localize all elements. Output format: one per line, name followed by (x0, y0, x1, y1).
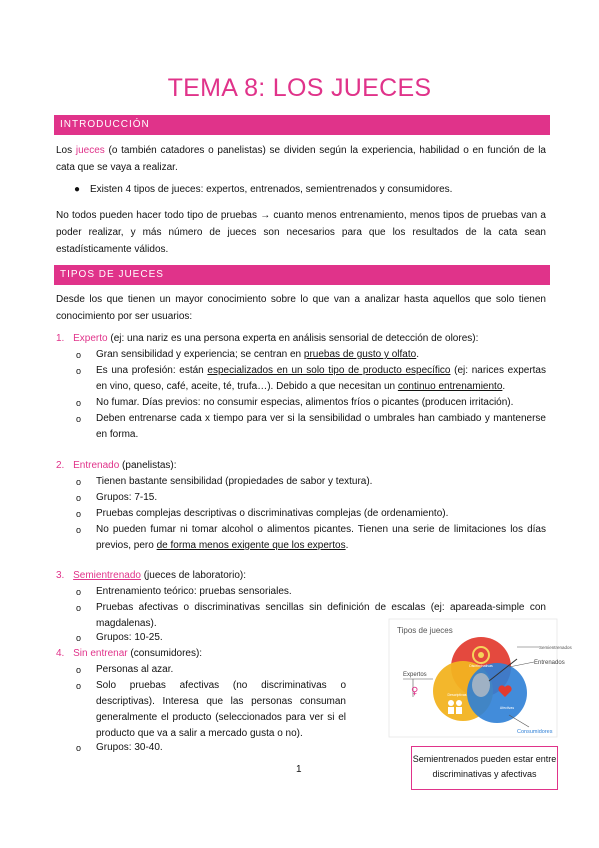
sub-text-post: . (416, 349, 419, 360)
tipo-number: 4. (56, 648, 65, 659)
tipo-desc: (panelistas): (119, 460, 177, 471)
tipo-desc: (ej: una nariz es una persona experta en análisis sensorial de detección de olores): (107, 333, 479, 344)
tipo-heading-semientrenado (56, 568, 546, 584)
sub-text: Personas al azar. (96, 664, 174, 675)
semientrenado-sub-1 (76, 584, 546, 600)
figure-label-afectivas: Afectivas (499, 706, 515, 710)
circle-bullet-icon: o (76, 398, 82, 408)
tipo-number: 3. (56, 570, 65, 581)
tipo-name: Semientrenado (73, 570, 141, 581)
tipo-name: Sin entrenar (73, 648, 128, 659)
circle-bullet-icon: o (76, 633, 82, 643)
page-number: 1 (296, 764, 302, 775)
circle-bullet-icon: o (76, 665, 82, 675)
circle-bullet-icon: o (76, 366, 82, 376)
sub-text: Grupos: 30-40. (96, 742, 163, 753)
sin-entrenar-sub-2 (76, 678, 346, 742)
intro-p1-rest: (o también catadores o panelistas) se dividen según la experiencia, habilidad o en función de la cata que se vaya a realizar. (56, 145, 546, 173)
sub-underline: de forma menos exigente que los expertos (156, 540, 346, 551)
experto-sub-4 (76, 411, 546, 443)
circle-bullet-icon: o (76, 681, 82, 691)
expert-person-icon: ♀ (411, 686, 419, 697)
intro-paragraph-2: No todos pueden hacer todo tipo de pruebas → cuanto menos entrenamiento, menos tipos de pruebas van a poder realizar, y más número de jueces son necesarios para que los resultados de la cata sean estadísticamente válidos. (56, 210, 546, 255)
sub-underline-2: continuo entrenamiento (397, 381, 503, 392)
callout-note: Semientrenados pueden estar entre discriminativas y afectivas (411, 746, 558, 790)
circle-bullet-icon: o (76, 493, 82, 503)
figure-label-semientrenados: Semientrenados (539, 645, 572, 650)
sub-text: Grupos: 7-15. (96, 492, 158, 503)
tipo-name: Entrenado (73, 460, 120, 471)
circle-bullet-icon: o (76, 743, 82, 753)
semientrenado-sub-3 (76, 630, 376, 646)
section-header-introduccion: INTRODUCCIÓN (54, 115, 550, 135)
sub-underline: pruebas de gusto y olfato (303, 349, 417, 360)
entrenado-sub-4 (76, 522, 546, 554)
tipo-number: 2. (56, 460, 65, 471)
sub-text-post: (ej: narices expertas en vino, queso, café, aceite, té, trufa…). Debido a que necesitan un (96, 365, 546, 392)
sub-text: Es una profesión: están (96, 365, 208, 376)
section-header-tipos: TIPOS DE JUECES (54, 265, 550, 285)
venn-center (472, 673, 490, 697)
circle-bullet-icon: o (76, 509, 82, 519)
sub-text: Entrenamiento teórico: pruebas sensoriales. (96, 586, 292, 597)
entrenado-sub-2 (76, 490, 546, 506)
experto-sub-1 (76, 347, 546, 363)
sub-text: Gran sensibilidad y experiencia; se centran en (96, 349, 304, 360)
people-icon (448, 700, 454, 706)
intro-bullet (74, 182, 544, 198)
tipo-heading-experto (56, 331, 546, 347)
tipos-jueces-figure (389, 619, 572, 737)
circle-bullet-icon: o (76, 587, 82, 597)
sub-underline: especializados en un solo tipo de producto específico (207, 365, 451, 376)
tipo-heading-entrenado (56, 458, 546, 474)
tipo-desc: (consumidores): (127, 648, 203, 659)
sub-text-post-2: . (502, 381, 506, 392)
intro-paragraph-1 (56, 142, 546, 176)
experto-sub-3 (76, 395, 546, 411)
sub-text: Deben entrenarse cada x tiempo para ver si la sensibilidad o umbrales han cambiado y mantenerse en forma. (96, 413, 546, 440)
experto-sub-2 (76, 363, 546, 395)
sub-text: Solo pruebas afectivas (no discriminativas o descriptivas). Interesa que las personas consuman generalmente el producto (seleccionados para ver si el producto que va a salir a mercado gusta o no). (96, 680, 346, 739)
sub-text: Tienen bastante sensibilidad (propiedades de sabor y textura). (96, 476, 373, 487)
figure-label-descriptivas: Descriptivas (447, 693, 467, 697)
figure-label-consumidores: Consumidores (517, 729, 553, 735)
sub-text: No fumar. Días previos: no consumir especias, alimentos fríos o picantes (producen irritación). (96, 397, 514, 408)
figure-label-expertos: Expertos (403, 672, 427, 678)
bullet-dot-icon: ● (74, 184, 81, 195)
entrenado-sub-1 (76, 474, 546, 490)
figure-title: Tipos de jueces (397, 626, 453, 635)
circle-bullet-icon: o (76, 477, 82, 487)
sub-text: Pruebas afectivas o discriminativas sencillas sin definición de escalas (ej: apareada-simple con magdalenas). (96, 602, 546, 629)
sub-text: Pruebas complejas descriptivas o discriminativas complejas (de ordenamiento). (96, 508, 449, 519)
tipo-desc: (jueces de laboratorio): (140, 570, 247, 581)
intro-p1-prefix: Los (56, 145, 76, 156)
page-title: TEMA 8: LOS JUECES (167, 74, 432, 102)
tipo-number: 1. (56, 333, 65, 344)
sub-text: No pueden fumar ni tomar alcohol o alimentos picantes. Tienen una serie de limitaciones los días previos, pero (96, 524, 546, 551)
figure-label-entrenados: Entrenados (534, 660, 565, 666)
circle-bullet-icon: o (76, 525, 82, 535)
tipo-heading-sin-entrenar (56, 646, 356, 662)
circle-bullet-icon: o (76, 414, 82, 424)
tipo-name: Experto (73, 333, 108, 344)
intro-bullet-text: Existen 4 tipos de jueces: expertos, entrenados, semientrenados y consumidores. (90, 184, 453, 195)
intro-p1-jueces: jueces (75, 145, 105, 156)
entrenado-sub-3 (76, 506, 546, 522)
sin-entrenar-sub-3 (76, 740, 346, 756)
sub-text-post: . (345, 540, 349, 551)
sub-text: Grupos: 10-25. (96, 632, 163, 643)
circle-bullet-icon: o (76, 350, 82, 360)
sin-entrenar-sub-1 (76, 662, 376, 678)
tipos-lead-paragraph: Desde los que tienen un mayor conocimiento sobre lo que van a analizar hasta aquellos que solo tienen conocimiento por ser usuarios: (56, 294, 546, 322)
circle-bullet-icon: o (76, 603, 82, 613)
figure-label-discriminativas: Discriminativas (469, 664, 493, 668)
